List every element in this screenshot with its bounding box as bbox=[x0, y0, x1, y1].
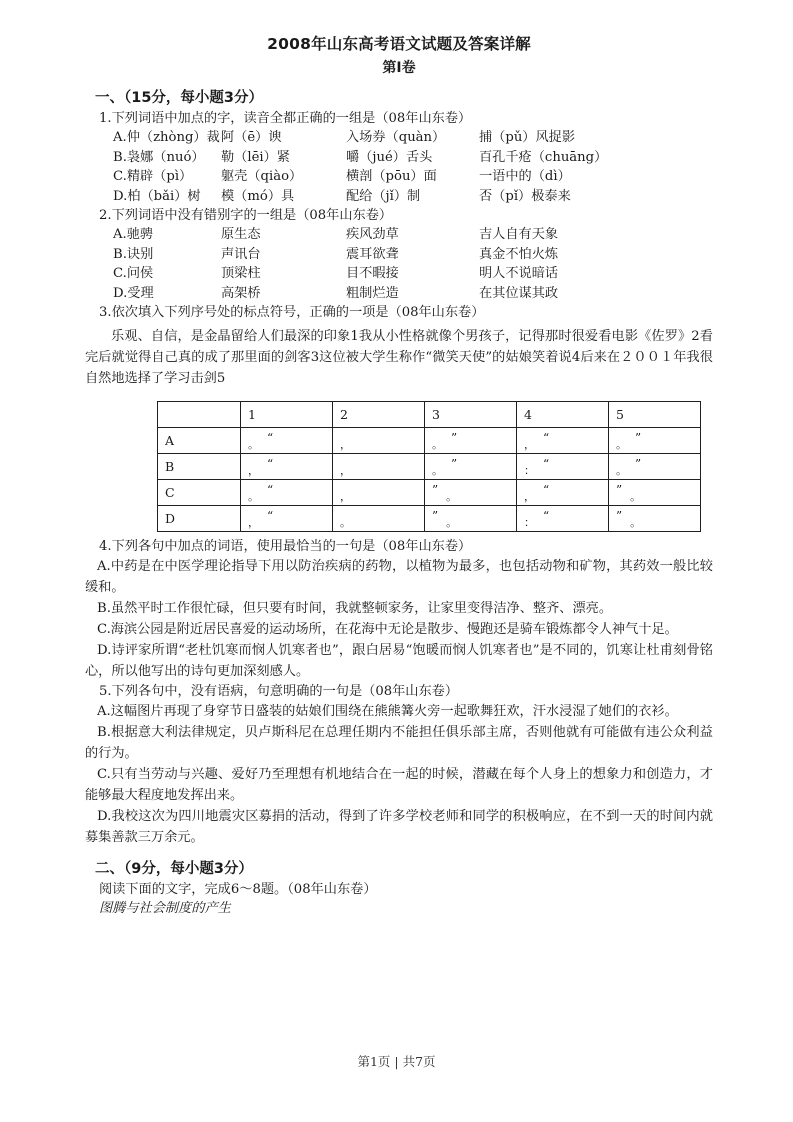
punctuation-table bbox=[157, 401, 701, 532]
question-1-option-row bbox=[85, 187, 713, 207]
table-col-header: 3 bbox=[425, 402, 517, 428]
table-cell: 。 ” bbox=[609, 428, 701, 454]
table-row-label: D bbox=[158, 506, 241, 532]
q1-b-col1: B.袅娜（nuó） bbox=[113, 149, 205, 165]
table-cell: ： “ bbox=[517, 506, 609, 532]
table-row bbox=[158, 428, 701, 454]
table-header-row bbox=[158, 402, 701, 428]
section-1-heading: 一、（15分，每小题3分） bbox=[95, 90, 264, 106]
table-cell: ， bbox=[333, 428, 425, 454]
q1-d-col1: D.柏（bǎi）树 bbox=[113, 188, 201, 204]
table-col-header: 1 bbox=[241, 402, 333, 428]
q1-c-col4: 一语中的（dì） bbox=[479, 169, 571, 184]
question-5-option: A.这幅图片再现了身穿节日盛装的姑娘们围绕在熊熊篝火旁一起歌舞狂欢，汗水浸湿了她们的衣衫。 bbox=[97, 704, 678, 719]
table-corner-cell bbox=[158, 402, 241, 428]
q1-c-col2: 躯壳（qiào） bbox=[221, 169, 303, 184]
table-row-label: B bbox=[158, 454, 241, 480]
table-row bbox=[158, 480, 701, 506]
table-cell: 。 ” bbox=[425, 454, 517, 480]
q1-b-col3: 嚼（jué）舌头 bbox=[346, 149, 433, 165]
q1-d-col3: 配给（jǐ）制 bbox=[346, 188, 421, 204]
q1-a-col3: 入场券（quàn） bbox=[346, 130, 446, 145]
q2-a-col1: A.驰骋 bbox=[113, 227, 154, 242]
table-cell: ， “ bbox=[517, 428, 609, 454]
q1-d-col4: 否（pǐ）极泰来 bbox=[479, 188, 571, 204]
question-4-option: C.海滨公园是附近居民喜爱的运动场所，在花海中无论是散步、慢跑还是骑车锻炼都令人神气十足。 bbox=[97, 622, 678, 637]
page-title: 2008年山东高考语文试题及答案详解 bbox=[267, 35, 531, 53]
q2-a-col2: 原生态 bbox=[221, 227, 261, 242]
q1-a-col1: A.仲（zhòng）裁 bbox=[113, 130, 220, 145]
q2-c-col1: C.问侯 bbox=[113, 266, 154, 281]
table-col-header: 2 bbox=[333, 402, 425, 428]
table-row-label: C bbox=[158, 480, 241, 506]
q2-b-col4: 真金不怕火炼 bbox=[479, 246, 559, 262]
table-col-header: 5 bbox=[609, 402, 701, 428]
question-3-passage: 乐观、自信，是金晶留给人们最深的印象1我从小性格就像个男孩子，记得那时很爱看电影《佐罗》2看完后就觉得自己真的成了那里面的剑客3这位被大学生称作“微笑天使”的姑娘笑着说4后来在２００１年我很自然地选择了学习击剑5 bbox=[85, 329, 713, 386]
question-2-option-row bbox=[85, 264, 713, 284]
q2-c-col4: 明人不说暗话 bbox=[479, 266, 559, 281]
q1-d-col2: 模（mó）具 bbox=[221, 188, 295, 204]
q2-d-col4: 在其位谋其政 bbox=[479, 285, 559, 301]
q1-b-col2: 勒（lēi）紧 bbox=[221, 149, 290, 165]
question-1-stem: 1.下列词语中加点的字，读音全都正确的一组是（08年山东卷） bbox=[99, 111, 472, 126]
question-4-option: B.虽然平时工作很忙碌，但只要有时间，我就整顿家务，让家里变得洁净、整齐、漂亮。 bbox=[97, 601, 613, 616]
punctuation-table-body bbox=[158, 428, 701, 532]
q1-a-col4: 捕（pǔ）风捉影 bbox=[479, 130, 576, 145]
question-2-option-row bbox=[85, 245, 713, 265]
question-5-stem: 5.下列各句中，没有语病，句意明确的一句是（08年山东卷） bbox=[99, 684, 459, 699]
page-footer: 第1页 | 共7页 bbox=[357, 1054, 436, 1069]
q1-c-col3: 横剖（pōu）面 bbox=[346, 169, 437, 184]
section-2-heading: 二、（9分，每小题3分） bbox=[95, 861, 253, 877]
q2-b-col3: 震耳欲聋 bbox=[346, 246, 399, 262]
q2-c-col2: 顶梁柱 bbox=[221, 266, 261, 281]
table-row bbox=[158, 506, 701, 532]
table-row-label: A bbox=[158, 428, 241, 454]
page-subtitle: 第Ⅰ卷 bbox=[382, 60, 416, 76]
question-4-option: D.诗评家所谓“老杜饥寒而悯人饥寒者也”，跟白居易“饱暖而悯人饥寒者也”是不同的，饥寒让杜甫刻骨铭心，所以他写出的诗句更加深刻感人。 bbox=[85, 643, 713, 679]
table-cell: ， “ bbox=[241, 506, 333, 532]
question-5-option: D.我校这次为四川地震灾区募捐的活动，得到了许多学校老师和同学的积极响应，在不到一天的时间内就募集善款三万余元。 bbox=[85, 809, 713, 845]
table-cell: ， bbox=[333, 480, 425, 506]
question-3-stem: 3.依次填入下列序号处的标点符号，正确的一项是（08年山东卷） bbox=[99, 305, 485, 320]
q2-b-col2: 声讯台 bbox=[221, 246, 261, 262]
table-cell: 。 ” bbox=[609, 454, 701, 480]
table-cell: 。 “ bbox=[241, 480, 333, 506]
q2-c-col3: 目不暇接 bbox=[346, 266, 399, 281]
question-5-option: C.只有当劳动与兴趣、爱好乃至理想有机地结合在一起的时候，潜藏在每个人身上的想象力和创造力，才能够最大程度地发挥出来。 bbox=[85, 767, 713, 803]
table-cell: 。 bbox=[333, 506, 425, 532]
question-4-option: A.中药是在中医学理论指导下用以防治疾病的药物，以植物为最多，也包括动物和矿物，其药效一般比较缓和。 bbox=[85, 559, 713, 595]
question-5-option: B.根据意大利法律规定，贝卢斯科尼在总理任期内不能担任俱乐部主席，否则他就有可能做有违公众利益的行为。 bbox=[85, 725, 713, 761]
table-cell: ” 。 bbox=[609, 506, 701, 532]
q2-d-col1: D.受理 bbox=[113, 285, 154, 301]
q2-d-col2: 高架桥 bbox=[221, 285, 261, 301]
question-2-option-row bbox=[85, 225, 713, 245]
q2-a-col4: 吉人自有天象 bbox=[479, 227, 559, 242]
question-1-option-row bbox=[85, 167, 713, 187]
table-cell: 。 ” bbox=[425, 428, 517, 454]
table-cell: ， “ bbox=[517, 480, 609, 506]
table-cell: 。 “ bbox=[241, 428, 333, 454]
table-row bbox=[158, 454, 701, 480]
question-1-option-row bbox=[85, 128, 713, 148]
question-2-option-row bbox=[85, 284, 713, 304]
table-cell: ” 。 bbox=[425, 480, 517, 506]
q1-b-col4: 百孔千疮（chuāng） bbox=[479, 149, 608, 165]
section-2-instruction: 阅读下面的文字，完成6～8题。（08年山东卷） bbox=[99, 882, 377, 897]
table-cell: ” 。 bbox=[609, 480, 701, 506]
table-cell: ， “ bbox=[241, 454, 333, 480]
section-2-passage-title: 图腾与社会制度的产生 bbox=[99, 901, 231, 916]
question-1-option-row bbox=[85, 148, 713, 168]
q2-b-col1: B.诀别 bbox=[113, 246, 154, 262]
question-4-stem: 4.下列各句中加点的词语，使用最恰当的一句是（08年山东卷） bbox=[99, 539, 472, 554]
q2-a-col3: 疾风劲草 bbox=[346, 227, 399, 242]
table-col-header: 4 bbox=[517, 402, 609, 428]
table-cell: ， bbox=[333, 454, 425, 480]
q2-d-col3: 粗制烂造 bbox=[346, 285, 399, 301]
question-2-stem: 2.下列词语中没有错别字的一组是（08年山东卷） bbox=[99, 208, 393, 223]
q1-c-col1: C.精辟（pì） bbox=[113, 169, 193, 184]
table-cell: ” 。 bbox=[425, 506, 517, 532]
q1-a-col2: 阿（ē）谀 bbox=[221, 130, 282, 145]
table-cell: ： “ bbox=[517, 454, 609, 480]
